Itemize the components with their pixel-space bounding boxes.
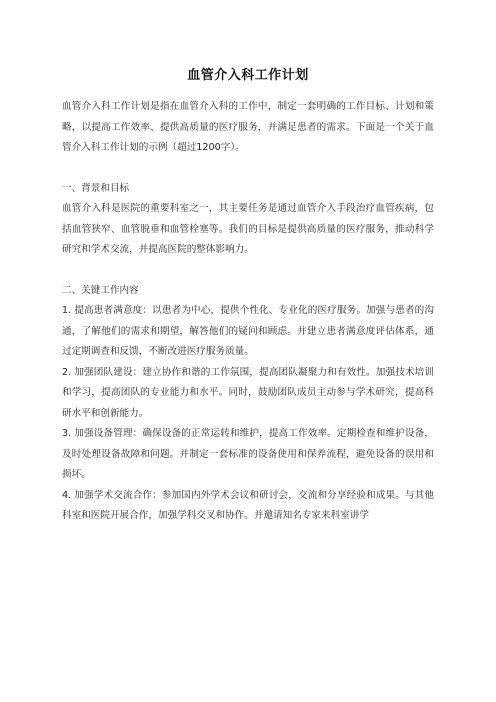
key-work-item-3: 3. 加强设备管理：确保设备的正常运转和维护，提高工作效率。定期检查和维护设备，及时处理设备故障和问题。并制定一套标准的设备使用和保养流程，避免设备的误用和损坏。	[62, 428, 434, 480]
key-work-item-1: 1. 提高患者满意度：以患者为中心，提供个性化、专业化的医疗服务。加强与患者的沟通，了解他们的需求和期望，解答他们的疑问和顾虑。并建立患者满意度评估体系，通过定期调查和反馈，不断改进医疗服务质量。	[62, 305, 434, 357]
spacer	[62, 261, 434, 281]
key-work-item-2: 2. 加强团队建设：建立协作和谐的工作氛围，提高团队凝聚力和有效性。加强技术培训和学习，提高团队的专业能力和水平。同时，鼓励团队成员主动参与学术研究，提高科研水平和创新能力。	[62, 366, 434, 419]
section-heading-key-work: 二、关键工作内容	[62, 284, 139, 296]
document-title: 血管介入科工作计划	[187, 68, 309, 83]
section-heading-background: 一、背景和目标	[62, 182, 130, 194]
intro-paragraph: 血管介入科工作计划是指在血管介入科的工作中，制定一套明确的工作目标、计划和策略，以提高工作效率、提供高质量的医疗服务，并满足患者的需求。下面是一个关于血管介入科工作计划的示例（超过1200字）。	[62, 101, 434, 153]
key-work-item-4: 4. 加强学术交流合作：参加国内外学术会议和研讨会，交流和分享经验和成果。与其他科室和医院开展合作，加强学科交叉和协作。并邀请知名专家来科室讲学	[62, 489, 434, 521]
spacer	[62, 159, 434, 179]
background-paragraph: 血管介入科是医院的重要科室之一，其主要任务是通过血管介入手段治疗血管疾病，包括血管狭窄、血管脱垂和血管栓塞等。我们的目标是提供高质量的医疗服务，推动科学研究和学术交流，并提高医院的整体影响力。	[62, 203, 434, 255]
